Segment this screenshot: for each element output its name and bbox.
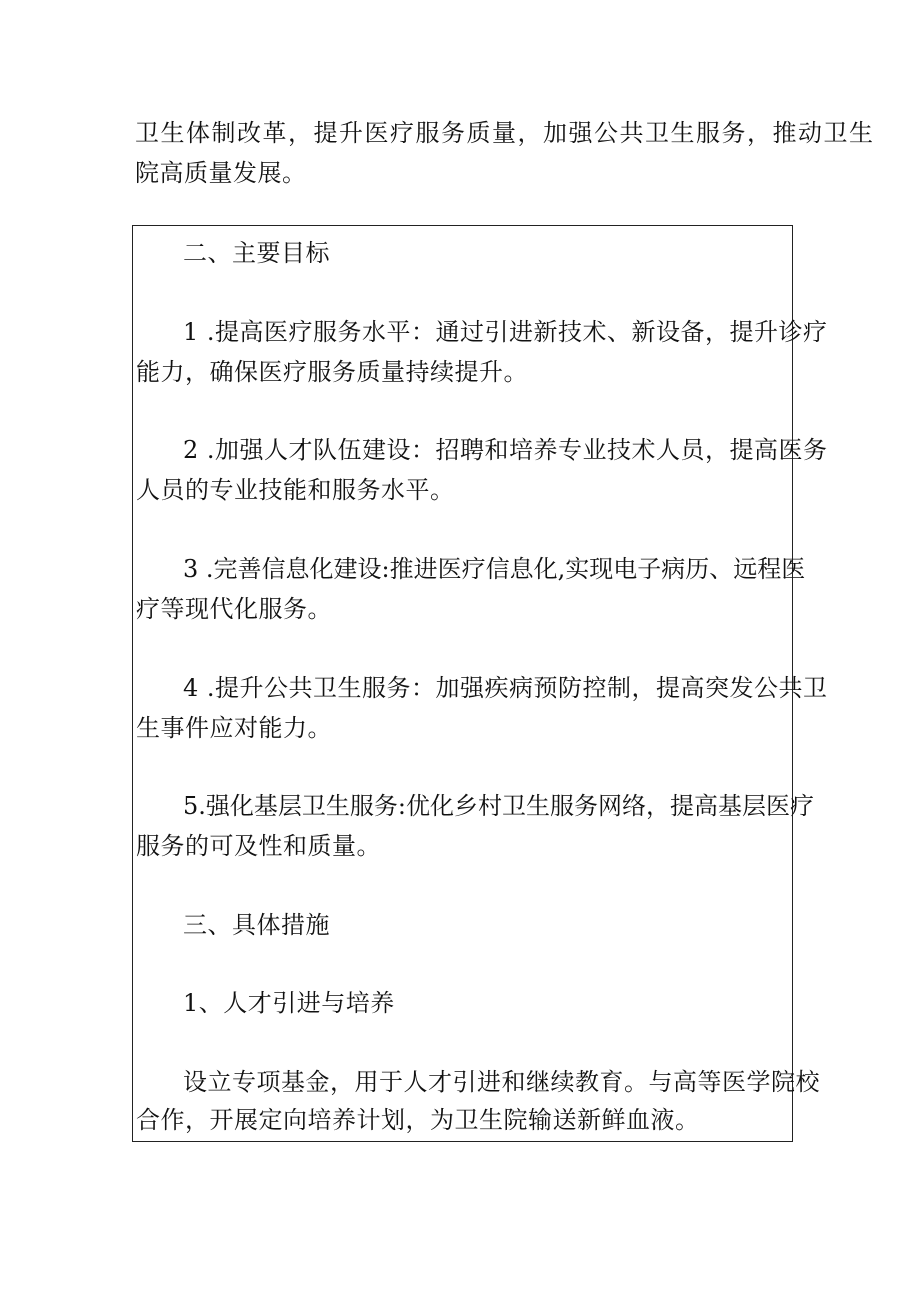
goal-item-line: 人员的专业技能和服务水平。: [136, 476, 455, 504]
section-heading-measures: 三、具体措施: [183, 911, 330, 939]
goal-item-line: 3 .完善信息化建设:推进医疗信息化,实现电子病历、远程医: [183, 555, 806, 583]
intro-line-2: 院高质量发展。: [135, 159, 307, 187]
goal-item-line: 2 .加强人才队伍建设：招聘和培养专业技术人员，提高医务: [183, 436, 828, 464]
content-table-cell: [132, 225, 828, 1142]
measure-paragraph-line: 合作，开展定向培养计划，为卫生院输送新鲜血液。: [136, 1106, 700, 1134]
goal-item-line: 生事件应对能力。: [136, 714, 332, 742]
measure-paragraph-line: 设立专项基金，用于人才引进和继续教育。与高等医学院校: [183, 1068, 820, 1096]
goal-item-line: 服务的可及性和质量。: [136, 832, 381, 860]
goal-item-line: 1 .提高医疗服务水平：通过引进新技术、新设备，提升诊疗: [183, 318, 828, 346]
section-heading-main-goals: 二、主要目标: [183, 239, 330, 267]
goal-item-line: 5.强化基层卫生服务:优化乡村卫生服务网络，提高基层医疗: [183, 792, 814, 820]
subheading-talent: 1、人才引进与培养: [183, 989, 395, 1017]
goal-item-line: 疗等现代化服务。: [136, 595, 332, 623]
intro-line-1: 卫生体制改革，提升医疗服务质量，加强公共卫生服务，推动卫生: [135, 119, 875, 147]
goal-item-line: 能力，确保医疗服务质量持续提升。: [136, 358, 528, 386]
goal-item-line: 4 .提升公共卫生服务：加强疾病预防控制，提高突发公共卫: [183, 674, 828, 702]
